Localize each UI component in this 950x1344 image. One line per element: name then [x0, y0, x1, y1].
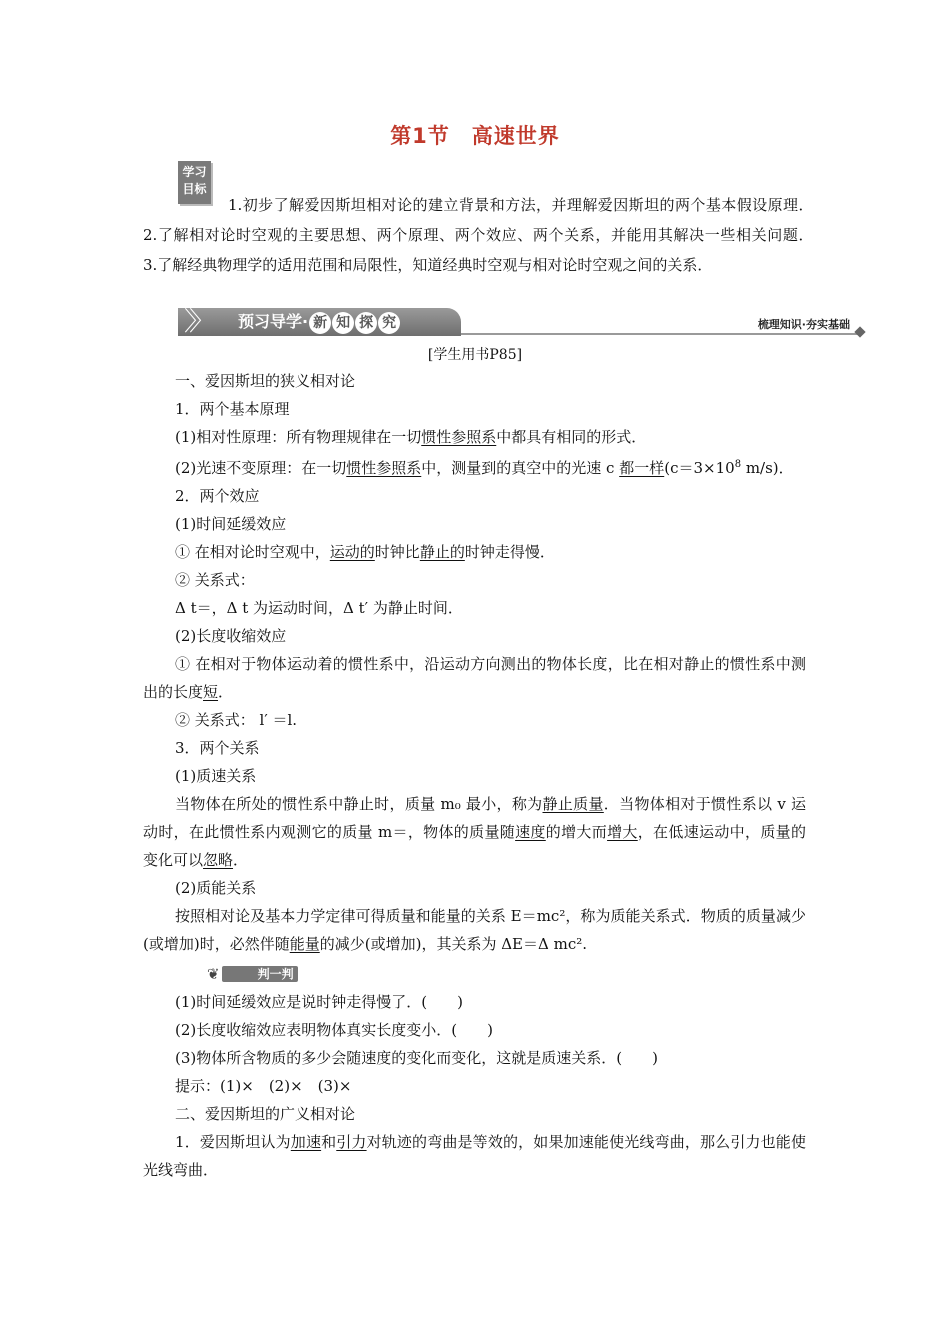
length-contraction-1	[143, 650, 806, 706]
blank-answer: 静止质量	[542, 795, 604, 813]
learning-objectives-text: 1.初步了解爱因斯坦相对论的建立背景和方法，并理解爱因斯坦的两个基本假设原理． 2.了解相对论时空观的主要思想、两个原理、两个效应、两个关系，并能用其解决一些相关问题． 3.了解经典物理学的适用范围和局限性，知道经典时空观与相对论时空观之间的关系．	[143, 196, 822, 274]
blank-answer: 短	[203, 683, 219, 701]
banner-circle-char: 究	[378, 312, 400, 334]
banner-label: 预习导学·	[238, 312, 309, 331]
main-content	[143, 367, 806, 1184]
banner-circle-char: 新	[309, 312, 331, 334]
section-heading: 二、爱因斯坦的广义相对论	[175, 1105, 356, 1123]
blank-answer: 速度	[515, 823, 546, 841]
length-contraction-2: ② 关系式： l′ ＝l.	[175, 711, 298, 729]
blank-answer: 忽略	[203, 851, 234, 869]
judge-question: (3)物体所含物质的多少会随速度的变化而变化，这就是质速关系．( )	[175, 1049, 658, 1067]
text-run: 时钟走得慢．	[464, 543, 555, 561]
text-run: 时钟比	[374, 543, 420, 561]
judge-hint: 提示：(1)× (2)× (3)×	[175, 1077, 352, 1095]
sub-sub-heading: (1)时间延缓效应	[175, 515, 287, 533]
text-run: 1．爱因斯坦认为	[175, 1133, 291, 1151]
mass-velocity-paragraph	[143, 790, 806, 874]
text-run: 中，测量到的真空中的光速 c	[421, 459, 620, 477]
time-dilation-2: ② 关系式：	[175, 571, 255, 589]
text-run: ．	[218, 683, 234, 701]
judge-question: (2)长度收缩效应表明物体真实长度变小．( )	[175, 1021, 493, 1039]
blank-answer: 惯性参照系	[346, 459, 422, 477]
banner-circle-char: 知	[332, 312, 354, 334]
text-run: ① 在相对于物体运动着的惯性系中，沿运动方向测出的物体长度，比在相对静止的惯性系中测出的长度	[143, 655, 806, 701]
sub-heading: 2．两个效应	[175, 487, 260, 505]
text-run: m/s)．	[741, 459, 794, 477]
blank-answer: 运动的	[329, 543, 375, 561]
sub-sub-heading: (2)质能关系	[175, 879, 257, 897]
banner-subtitle: 梳理知识·夯实基础	[757, 318, 850, 331]
text-run: 和	[321, 1133, 337, 1151]
relativity-principle	[143, 423, 806, 451]
judge-label: 判一判	[222, 966, 298, 982]
sub-sub-heading: (2)长度收缩效应	[175, 627, 287, 645]
section-banner	[178, 308, 461, 336]
text-run: ，在低速运动中，质量的变化可以	[143, 823, 806, 869]
mass-energy-paragraph	[143, 902, 806, 958]
sub-sub-heading: (1)质速关系	[175, 767, 257, 785]
banner-circle-char: 探	[355, 312, 377, 334]
judge-section-label	[143, 960, 806, 988]
judge-mark	[175, 960, 298, 988]
text-run: (1)相对性原理：所有物理规律在一切	[175, 428, 422, 446]
blank-answer: 加速	[290, 1133, 322, 1151]
badge-line-2: 目标	[182, 182, 207, 196]
text-run: 对轨迹的弯曲是等效的，如果加速能使光线弯曲，那么引力也能使光线弯曲．	[143, 1133, 806, 1179]
badge-line-1: 学习	[182, 165, 207, 179]
time-dilation-1	[143, 538, 806, 566]
text-run: ① 在相对论时空观中，	[175, 543, 330, 561]
book-reference: [学生用书P85]	[427, 347, 523, 363]
sub-heading: 1．两个基本原理	[175, 400, 290, 418]
text-run: 的减少(或增加)，其关系为 ΔE＝Δ mc².	[319, 935, 587, 953]
page-title: 第1节 高速世界	[390, 124, 560, 148]
text-run: ．当物体相对于惯性系以 v 运动时，在此惯性系内观测它的质量 m＝，物体的质量随	[143, 795, 806, 841]
general-relativity-paragraph	[143, 1128, 806, 1184]
text-run: (c＝3×10	[664, 459, 735, 477]
sub-heading: 3．两个关系	[175, 739, 260, 757]
text-run: 当物体在所处的惯性系中静止时，质量 m₀ 最小，称为	[175, 795, 543, 813]
blank-answer: 增大	[607, 823, 638, 841]
banner-title	[238, 308, 400, 336]
text-run: ．	[233, 851, 249, 869]
text-run: (2)光速不变原理：在一切	[175, 459, 347, 477]
light-speed-principle	[143, 451, 806, 482]
text-run: 的增大而	[545, 823, 608, 841]
banner-divider	[461, 333, 859, 335]
time-dilation-formula: Δ t＝，Δ t 为运动时间，Δ t′ 为静止时间．	[175, 599, 463, 617]
text-run: 按照相对论及基本力学定律可得质量和能量的关系 E＝mc²，称为质能关系式．物质的质量减少(或增加)时，必然伴随	[143, 907, 806, 953]
blank-answer: 能量	[289, 935, 320, 953]
blank-answer: 都一样	[619, 459, 665, 477]
blank-answer: 惯性参照系	[421, 428, 497, 446]
judge-question: (1)时间延缓效应是说时钟走得慢了．( )	[175, 993, 463, 1011]
section-heading: 一、爱因斯坦的狭义相对论	[175, 372, 356, 390]
leaf-icon: ❦	[207, 965, 220, 983]
text-run: 中都具有相同的形式．	[496, 428, 647, 446]
blank-answer: 静止的	[419, 543, 465, 561]
chevron-right-icon: 〉〉	[184, 307, 208, 337]
exponent: 8	[734, 459, 742, 470]
diamond-icon	[854, 326, 865, 337]
blank-answer: 引力	[336, 1133, 367, 1151]
